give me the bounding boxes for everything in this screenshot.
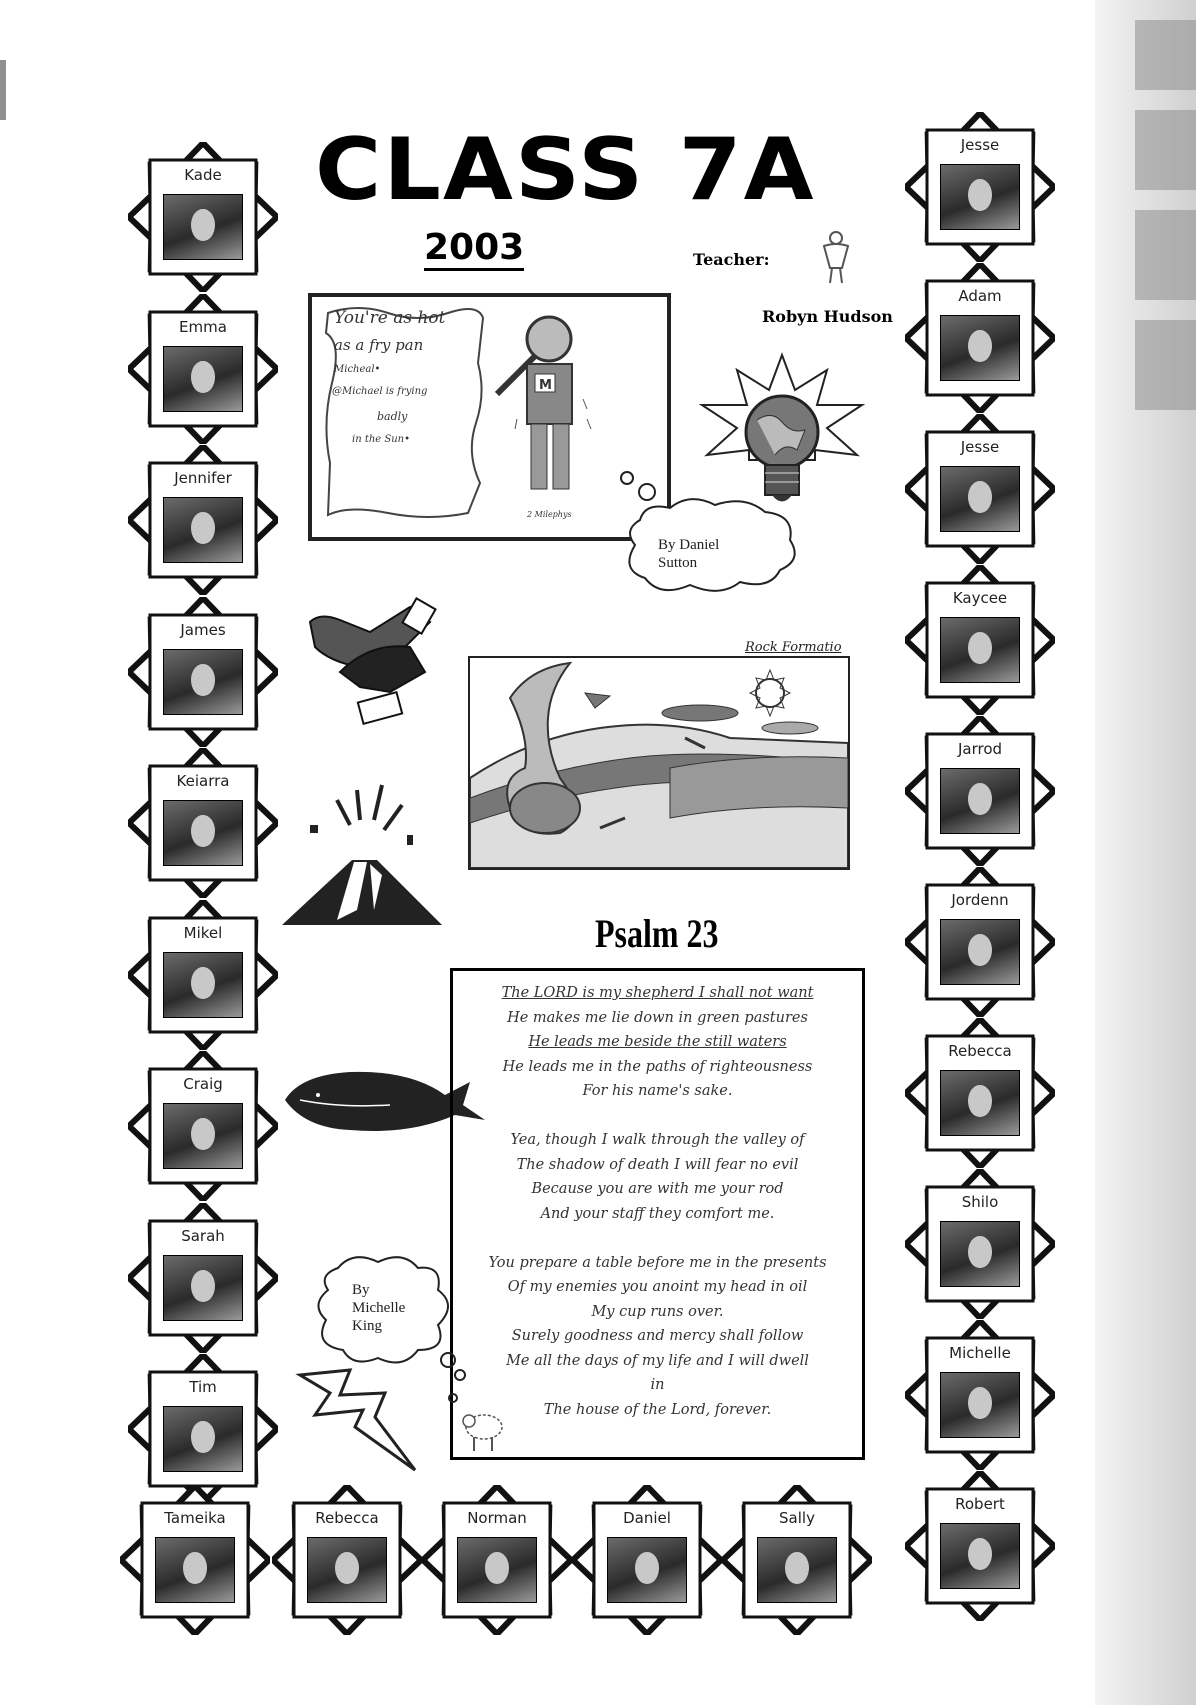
student-frame — [128, 142, 278, 292]
student-photo — [163, 1103, 243, 1169]
psalm-line: Me all the days of my life and I will dwell — [506, 1352, 809, 1369]
student-name: Keiarra — [176, 772, 230, 790]
face-silhouette — [968, 179, 991, 211]
handshake-icon — [300, 592, 445, 737]
face-silhouette — [191, 1421, 214, 1453]
student-photo — [163, 800, 243, 866]
bubble-michelle-line-1: By — [352, 1282, 370, 1298]
student-photo — [163, 346, 243, 412]
student-frame — [905, 1320, 1055, 1470]
psalm-line: The house of the Lord, forever. — [543, 1401, 772, 1418]
year-heading: 2003 — [424, 228, 524, 271]
student-name: Kade — [184, 166, 222, 184]
light-bulb-globe-icon — [697, 350, 867, 520]
student-frame — [128, 748, 278, 898]
student-photo — [940, 466, 1020, 532]
student-name: Tim — [189, 1378, 217, 1396]
student-photo — [607, 1537, 687, 1603]
psalm-line: My cup runs over. — [591, 1303, 724, 1320]
psalm-line: Surely goodness and mercy shall follow — [511, 1328, 804, 1344]
psalm-line: Of my enemies you anoint my head in oil — [507, 1279, 808, 1295]
face-silhouette — [968, 1387, 991, 1419]
student-frame — [422, 1485, 572, 1635]
student-name: Michelle — [949, 1344, 1011, 1362]
psalm-line: in — [650, 1377, 665, 1393]
hot-line-4: @Michael is frying — [332, 386, 428, 397]
psalm-line: He makes me lie down in green pastures — [507, 1009, 808, 1026]
student-frame — [722, 1485, 872, 1635]
side-page-strip — [1095, 0, 1196, 1705]
student-name: Shilo — [961, 1193, 999, 1211]
student-photo — [940, 1372, 1020, 1438]
student-name: Robert — [955, 1495, 1005, 1513]
student-name: Craig — [183, 1075, 223, 1093]
m-badge: M — [539, 378, 552, 393]
student-name: Adam — [958, 287, 1002, 305]
student-frame — [128, 294, 278, 444]
psalm-line: He leads me in the paths of righteousness — [502, 1058, 813, 1075]
face-silhouette — [968, 1085, 991, 1117]
student-photo — [757, 1537, 837, 1603]
sheep-icon — [460, 1405, 508, 1455]
psalm-line: The LORD is my shepherd I shall not want — [501, 985, 814, 1001]
volcano-icon — [282, 780, 447, 930]
student-name: Emma — [179, 317, 227, 336]
face-silhouette — [183, 1552, 206, 1584]
psalm-title: Psalm 23 — [595, 911, 719, 956]
rock-scene-icon — [470, 658, 848, 868]
rock-formation-drawing — [468, 656, 850, 870]
boy-figure-icon — [487, 309, 607, 509]
student-photo — [940, 919, 1020, 985]
psalm-line: And your staff they comfort me. — [540, 1205, 775, 1222]
hot-caption: 2 Milephys — [527, 510, 572, 519]
hot-line-2: as a fry pan — [334, 336, 424, 354]
student-photo — [163, 649, 243, 715]
student-frame — [905, 1471, 1055, 1621]
student-name: James — [180, 620, 226, 639]
student-name: Sarah — [181, 1226, 225, 1245]
student-photo — [163, 497, 243, 563]
student-frame — [905, 716, 1055, 866]
student-frame — [905, 112, 1055, 262]
face-silhouette — [968, 481, 991, 513]
psalm-box — [450, 968, 865, 1460]
student-frame — [128, 1051, 278, 1201]
student-photo — [940, 164, 1020, 230]
face-silhouette — [968, 783, 991, 815]
face-silhouette — [191, 1118, 214, 1150]
page-title: CLASS 7A — [315, 120, 816, 220]
student-name: Rebecca — [948, 1042, 1012, 1060]
face-silhouette — [785, 1552, 808, 1584]
hot-line-1: You're as hot — [334, 308, 446, 328]
student-name: Jesse — [960, 438, 1000, 456]
student-frame — [128, 900, 278, 1050]
binding-edge — [0, 60, 6, 120]
bubble-michelle-line-2: Michelle — [352, 1300, 406, 1316]
psalm-line: You prepare a table before me in the presents — [488, 1254, 827, 1271]
lightning-bolt-icon — [295, 1365, 420, 1475]
student-name: Mikel — [183, 923, 223, 942]
psalm-line: Yea, though I walk through the valley of — [510, 1132, 805, 1148]
student-name: Jarrod — [957, 740, 1003, 758]
face-silhouette — [191, 361, 214, 393]
student-photo — [307, 1537, 387, 1603]
student-photo — [163, 194, 243, 260]
face-silhouette — [191, 815, 214, 847]
student-photo — [163, 1406, 243, 1472]
student-frame — [272, 1485, 422, 1635]
student-frame — [905, 1169, 1055, 1319]
psalm-line: He leads me beside the still waters — [528, 1034, 787, 1050]
student-photo — [457, 1537, 537, 1603]
student-frame — [120, 1485, 270, 1635]
student-name: Jordenn — [951, 891, 1009, 909]
student-photo — [940, 617, 1020, 683]
psalm-line: For his name's sake. — [582, 1083, 733, 1099]
angel-icon — [816, 228, 856, 288]
face-silhouette — [191, 1270, 214, 1302]
student-name: Daniel — [623, 1509, 671, 1527]
bubble-daniel-line-1: By Daniel — [658, 537, 720, 553]
student-frame — [128, 1354, 278, 1504]
face-silhouette — [191, 512, 214, 544]
face-silhouette — [191, 664, 214, 696]
face-silhouette — [635, 1552, 658, 1584]
face-silhouette — [968, 934, 991, 966]
student-photo — [155, 1537, 235, 1603]
teacher-label: Teacher: — [693, 250, 770, 269]
student-frame — [905, 565, 1055, 715]
student-name: Norman — [467, 1509, 527, 1527]
student-frame — [128, 597, 278, 747]
student-name: Tameika — [164, 1509, 226, 1527]
student-photo — [163, 952, 243, 1018]
rock-formation-label: Rock Formatio — [745, 640, 842, 655]
student-frame — [905, 414, 1055, 564]
student-frame — [905, 867, 1055, 1017]
teacher-name: Robyn Hudson — [762, 307, 893, 326]
face-silhouette — [968, 1538, 991, 1570]
hot-line-6: in the Sun• — [352, 434, 411, 445]
bubble-michelle-line-3: King — [352, 1318, 382, 1334]
student-photo — [940, 1070, 1020, 1136]
student-frame — [905, 1018, 1055, 1168]
hot-line-3: Micheal• — [334, 364, 381, 375]
student-photo — [940, 315, 1020, 381]
student-photo — [940, 1523, 1020, 1589]
face-silhouette — [968, 330, 991, 362]
student-name: Sally — [779, 1509, 815, 1527]
hot-line-5: badly — [377, 410, 408, 423]
psalm-line: The shadow of death I will fear no evil — [516, 1156, 799, 1173]
student-photo — [940, 1221, 1020, 1287]
face-silhouette — [191, 967, 214, 999]
student-frame — [128, 1203, 278, 1353]
psalm-line: Because you are with me your rod — [531, 1181, 784, 1197]
face-silhouette — [485, 1552, 508, 1584]
student-frame — [572, 1485, 722, 1635]
student-name: Jennifer — [174, 469, 232, 487]
bubble-daniel-line-2: Sutton — [658, 555, 698, 571]
student-photo — [940, 768, 1020, 834]
face-silhouette — [968, 632, 991, 664]
face-silhouette — [191, 209, 214, 241]
student-frame — [905, 263, 1055, 413]
face-silhouette — [968, 1236, 991, 1268]
student-name: Rebecca — [315, 1509, 379, 1527]
student-name: Jesse — [960, 136, 1000, 154]
student-name: Kaycee — [952, 589, 1008, 607]
face-silhouette — [335, 1552, 358, 1584]
student-frame — [128, 445, 278, 595]
student-photo — [163, 1255, 243, 1321]
